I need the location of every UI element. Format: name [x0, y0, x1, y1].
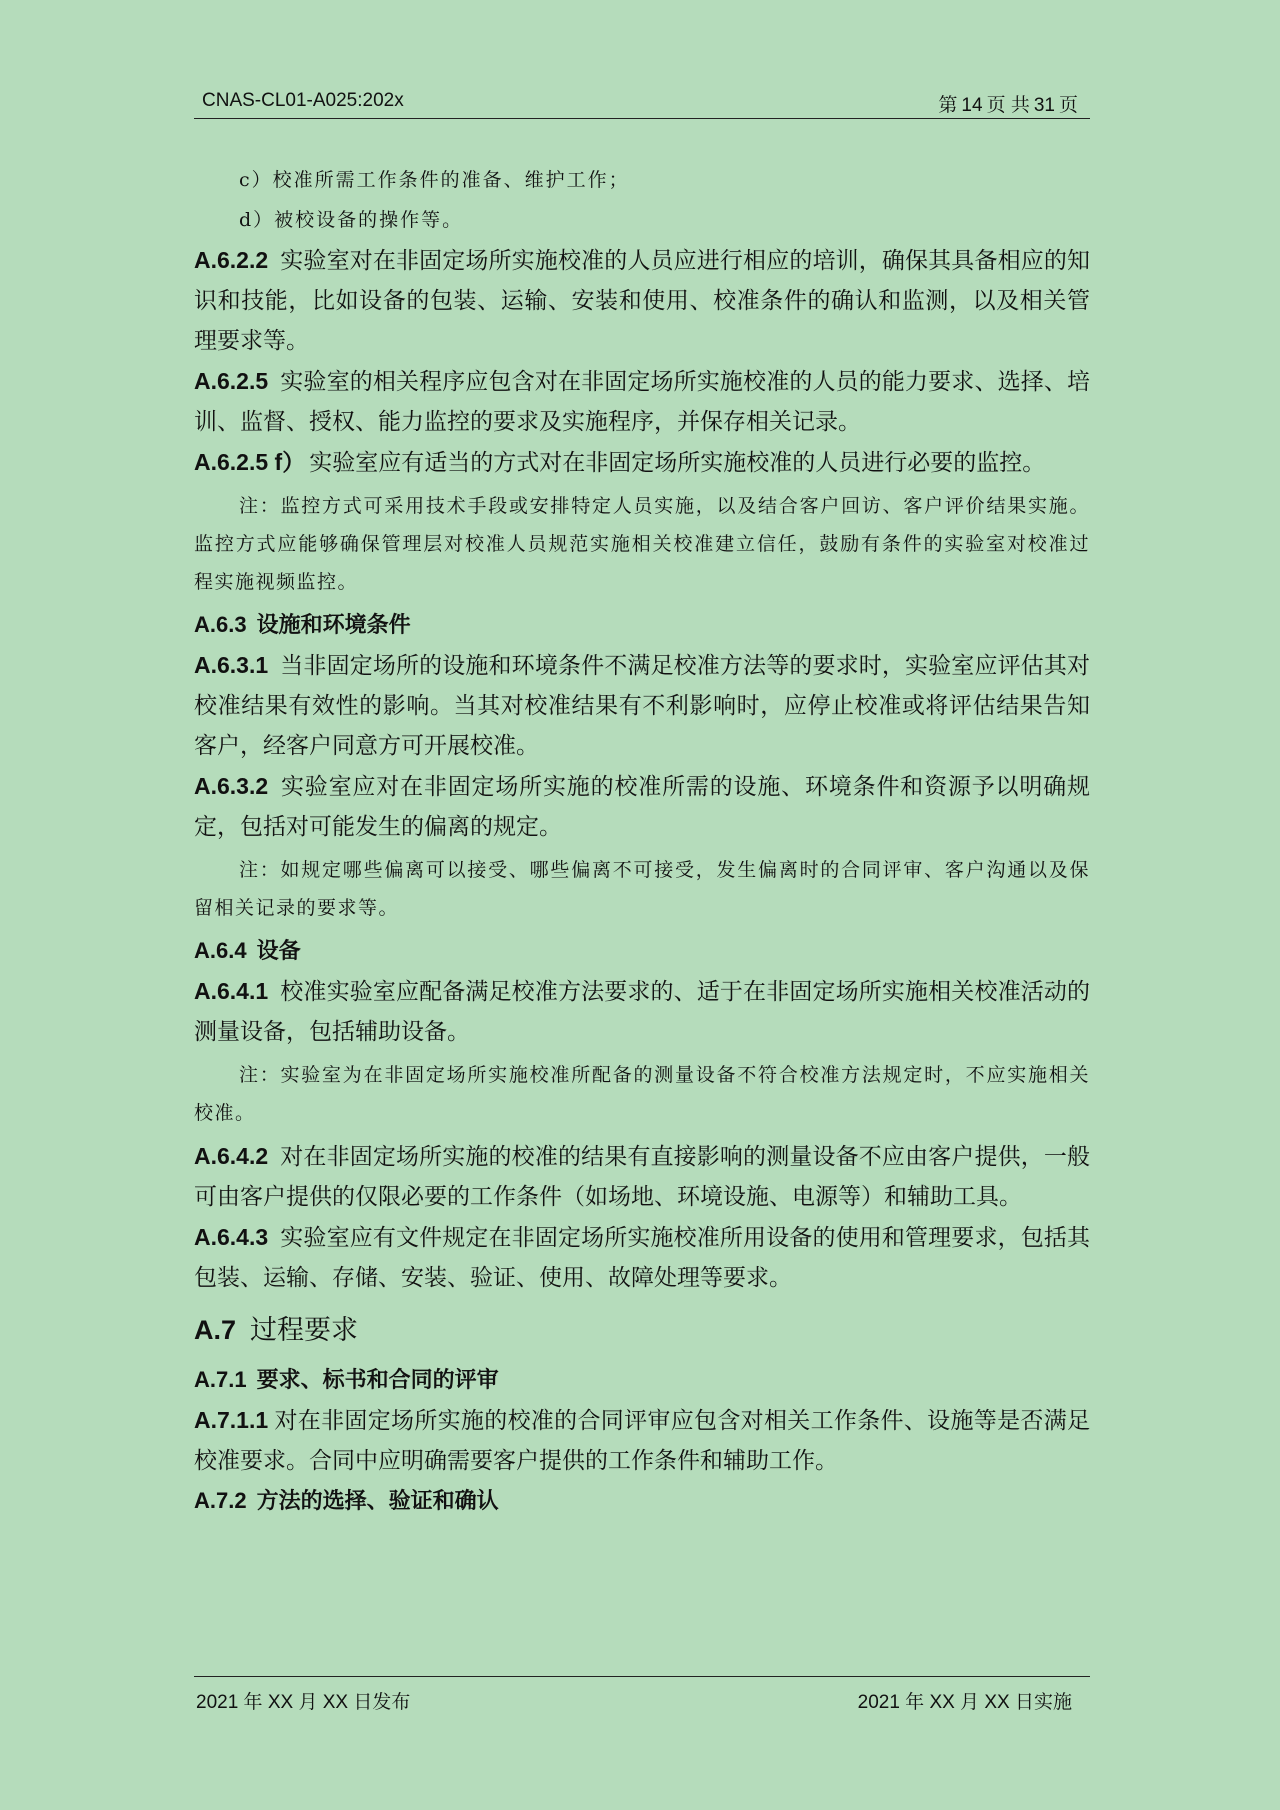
heading-a7-1: A.7.1 要求、标书和合同的评审 — [194, 1367, 499, 1392]
heading-a6-4: A.6.4 设备 — [194, 938, 301, 963]
note-deviation: 注：如规定哪些偏离可以接受、哪些偏离不可接受，发生偏离时的合同评审、客户沟通以及保留相关记录的要求等。 — [194, 859, 1090, 919]
clause-a6-2-5: A.6.2.5 实验室的相关程序应包含对在非固定场所实施校准的人员的能力要求、选择、培训、监督、授权、能力监控的要求及实施程序，并保存相关记录。 — [194, 368, 1090, 435]
clause-a6-3-1: A.6.3.1 当非固定场所的设施和环境条件不满足校准方法等的要求时，实验室应评估其对校准结果有效性的影响。当其对校准结果有不利影响时，应停止校准或将评估结果告知客户，经客户同意方可开展校准。 — [194, 652, 1090, 759]
clause-a6-4-2: A.6.4.2 对在非固定场所实施的校准的结果有直接影响的测量设备不应由客户提供，一般可由客户提供的仅限必要的工作条件（如场地、环境设施、电源等）和辅助工具。 — [194, 1143, 1090, 1210]
heading-a7-2: A.7.2 方法的选择、验证和确认 — [194, 1488, 499, 1513]
clause-a6-3-2: A.6.3.2 实验室应对在非固定场所实施的校准所需的设施、环境条件和资源予以明确规定，包括对可能发生的偏离的规定。 — [194, 773, 1090, 840]
heading-a7: A.7 过程要求 — [194, 1315, 359, 1345]
clause-a6-2-2: A.6.2.2 实验室对在非固定场所实施校准的人员应进行相应的培训，确保其具备相应的知识和技能，比如设备的包装、运输、安装和使用、校准条件的确认和监测，以及相关管理要求等。 — [194, 247, 1090, 354]
page-footer — [194, 1676, 1090, 1717]
page-header — [194, 90, 1090, 119]
implementation-date: 2021 年 XX 月 XX 日实施 — [857, 1692, 1072, 1713]
page-number: 第 14 页 共 31 页 — [938, 95, 1078, 116]
list-item-c: c）校准所需工作条件的准备、维护工作； — [239, 169, 630, 191]
clause-a6-4-1: A.6.4.1 校准实验室应配备满足校准方法要求的、适于在非固定场所实施相关校准活动的测量设备，包括辅助设备。 — [194, 978, 1090, 1045]
note-monitoring: 注：监控方式可采用技术手段或安排特定人员实施，以及结合客户回访、客户评价结果实施。监控方式应能够确保管理层对校准人员规范实施相关校准建立信任，鼓励有条件的实验室对校准过程实施视频监控。 — [194, 495, 1090, 593]
heading-a6-3: A.6.3 设施和环境条件 — [194, 612, 411, 637]
document-code: CNAS-CL01-A025:202x — [202, 90, 404, 111]
issue-date: 2021 年 XX 月 XX 日发布 — [196, 1692, 411, 1713]
note-equipment: 注：实验室为在非固定场所实施校准所配备的测量设备不符合校准方法规定时，不应实施相关校准。 — [194, 1064, 1090, 1124]
clause-a7-1-1: A.7.1.1 对在非固定场所实施的校准的合同评审应包含对相关工作条件、设施等是否满足校准要求。合同中应明确需要客户提供的工作条件和辅助工作。 — [194, 1407, 1090, 1474]
list-item-d: d）被校设备的操作等。 — [239, 209, 464, 231]
clause-a6-4-3: A.6.4.3 实验室应有文件规定在非固定场所实施校准所用设备的使用和管理要求，包括其包装、运输、存储、安装、验证、使用、故障处理等要求。 — [194, 1224, 1090, 1291]
clause-a6-2-5f: A.6.2.5 f） 实验室应有适当的方式对在非固定场所实施校准的人员进行必要的监控。 — [194, 449, 1046, 476]
document-body — [194, 160, 1090, 1521]
